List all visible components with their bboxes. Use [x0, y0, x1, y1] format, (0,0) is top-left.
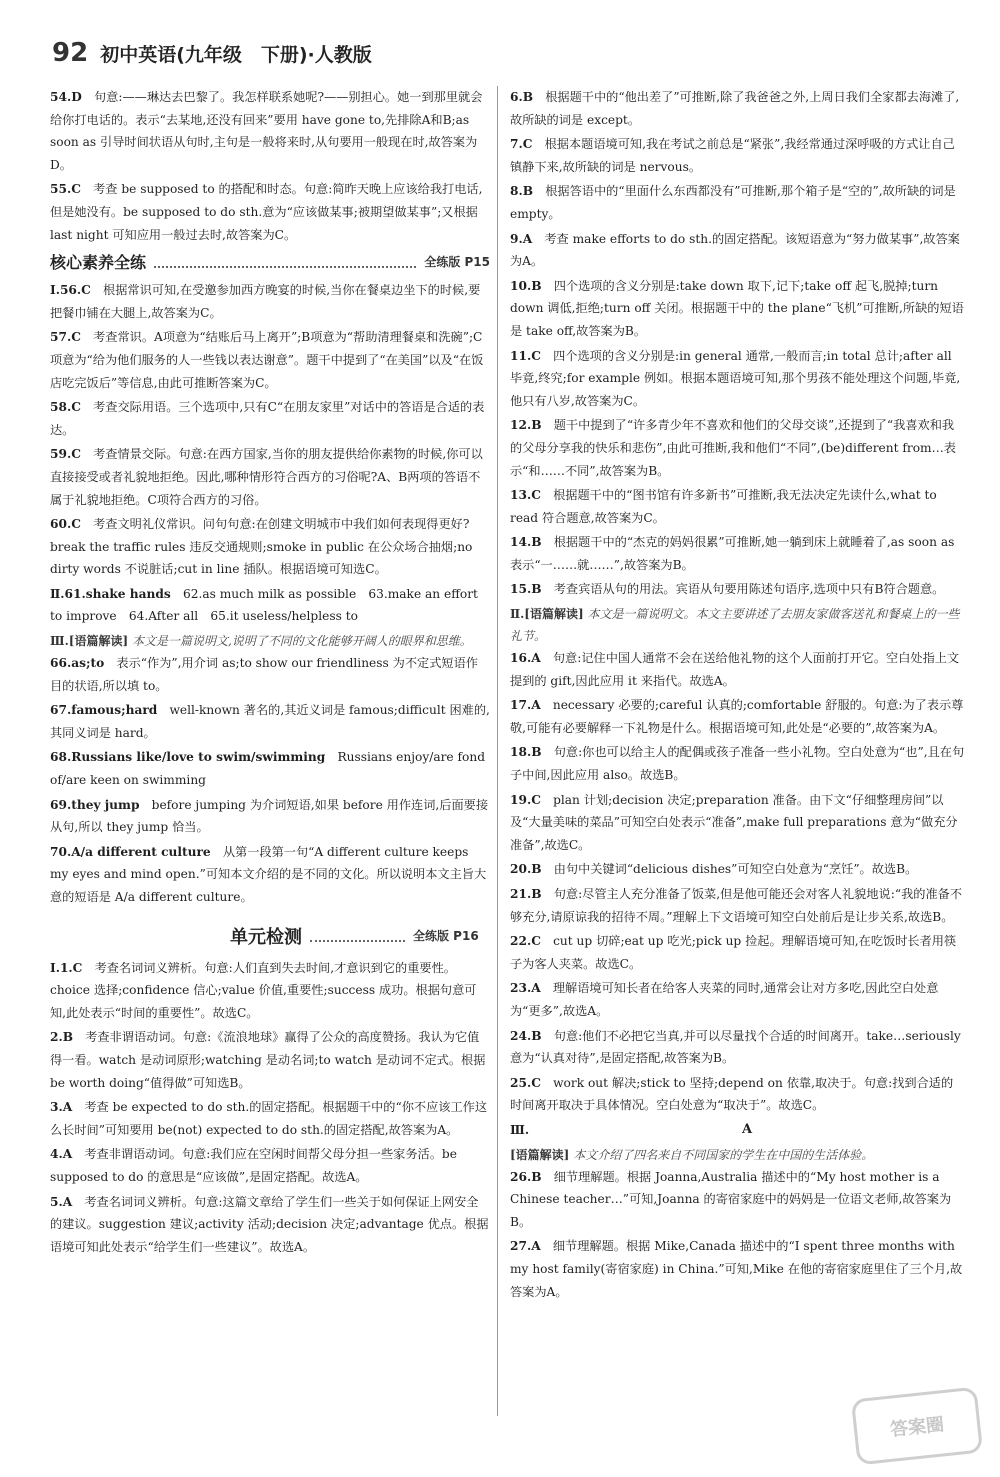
answer-number: 27.A	[510, 1239, 541, 1254]
answer-entry	[50, 443, 490, 511]
answer-entry	[510, 578, 965, 601]
section-title: 核心素养全练	[50, 253, 147, 273]
answer-number: 21.B	[510, 887, 542, 901]
answer-number: 7.C	[510, 137, 533, 152]
passage-gloss	[510, 603, 965, 647]
answer-entry	[510, 1166, 965, 1234]
section-title: 单元检测	[230, 926, 302, 948]
answer-entry	[50, 583, 490, 628]
gloss-tag: [语篇解读]	[510, 1147, 570, 1162]
answer-number: 26.B	[510, 1169, 542, 1184]
answer-number: Ⅱ.61.shake hands	[50, 586, 171, 601]
answer-number: 19.C	[510, 792, 541, 807]
answer-entry	[510, 647, 965, 692]
answer-explanation: 考查文明礼仪常识。问句句意:在创建文明城市中我们如何表现得更好?break the traffic rules 违反交通规则;smoke in public 在公众场合抽烟;no dirty words 不说脏话;cut in line 插队。根据语境可知选C。	[50, 517, 473, 577]
answer-entry	[510, 484, 965, 529]
answer-explanation: 考查 be supposed to 的搭配和时态。句意:简昨天晚上应该给我打电话,但是她没有。be supposed to do sth.意为“应该做某事;被期望做某事”;又根据 last night 可知应用一般过去时,故答案为C。	[50, 182, 483, 242]
answer-number: 9.A	[510, 231, 533, 246]
answer-number: 2.B	[50, 1030, 74, 1045]
answer-explanation: 表示“作为”,用介词 as;to show our friendliness 为不定式短语作目的状语,所以填 to。	[50, 656, 478, 693]
answer-number: 20.B	[510, 862, 542, 877]
part-label: Ⅲ.	[510, 1122, 530, 1137]
answer-explanation: plan 计划;decision 决定;preparation 准备。由下文“仔细整理房间”以及“大量美味的菜品”可知空白处表示“准备”,make full preparations 意为“做充分准备”,故选C。	[510, 792, 958, 852]
part-heading	[510, 1119, 965, 1142]
answer-explanation: 句意:——琳达去巴黎了。我怎样联系她呢?——别担心。她一到那里就会给你打电话的。表示“去某地,还没有回来”要用 have gone to,先排除A和B;as soon as 引导时间状语从句时,主句是一般将来时,从句要用一般现在时,故答案为D。	[50, 90, 483, 172]
answer-explanation: 四个选项的含义分别是:in general 通常,一般而言;in total 总计;after all 毕竟,终究;for example 例如。根据本题语境可知,那个男孩不能处理这个问题,毕竟,他只有八岁,故答案为C。	[510, 348, 961, 408]
answer-explanation: 考查名词词义辨析。句意:这篇文章给了学生们一些关于如何保证上网安全的建议。suggestion 建议;activity 活动;decision 决定;advantage 优点。根据语境可知此处表示“给学生们一些建议”。故选A。	[50, 1194, 489, 1254]
answer-number: 70.A/a different culture	[50, 844, 211, 859]
answer-number: 14.B	[510, 535, 542, 550]
answer-number: 60.C	[50, 517, 81, 532]
answer-entry	[50, 396, 490, 441]
answer-explanation: 句意:记住中国人通常不会在送给他礼物的这个人面前打开它。空白处指上文提到的 gift,因此应用 it 来指代。故选A。	[510, 651, 960, 688]
answer-explanation: 根据题干中的“杰克的妈妈很累”可推断,她一躺到床上就睡着了,as soon as 表示“一……就……”,故答案为B。	[510, 535, 955, 572]
part-letter: A	[742, 1121, 753, 1137]
answer-number: 12.B	[510, 418, 542, 433]
answer-number: 22.C	[510, 934, 541, 949]
answer-number: 6.B	[510, 90, 534, 104]
watermark-logo: 答案圈	[851, 1387, 983, 1466]
answer-explanation: 考查名词词义辨析。句意:人们直到失去时间,才意识到它的重要性。choice 选择;confidence 信心;value 价值,重要性;success 成功。根据句意可知,此处表示“时间的重要性”。故选C。	[50, 960, 477, 1020]
answer-entry	[50, 699, 490, 744]
answer-explanation: before jumping 为介词短语,如果 before 用作连词,后面要接从句,所以 they jump 恰当。	[50, 797, 489, 835]
answer-number: 23.A	[510, 981, 541, 996]
dotted-leader	[310, 930, 405, 942]
passage-gloss	[510, 1144, 965, 1166]
left-column	[50, 86, 490, 1260]
answer-entry	[50, 794, 490, 839]
section-ref: 全练版 P15	[424, 255, 490, 270]
answer-number: 69.they jump	[50, 797, 140, 812]
dotted-leader	[154, 256, 416, 268]
answer-entry	[510, 789, 965, 857]
answer-entry	[50, 178, 490, 246]
answer-entry	[50, 746, 490, 791]
answer-explanation: 根据答语中的“里面什么东西都没有”可推断,那个箱子是“空的”,故所缺的词是 empty。	[510, 184, 956, 221]
answer-number: 57.C	[50, 330, 81, 345]
answer-entry	[510, 275, 965, 343]
answer-entry	[510, 1235, 965, 1303]
answer-entry	[50, 513, 490, 581]
answer-explanation: cut up 切碎;eat up 吃光;pick up 捡起。理解语境可知,在吃饭时长者用筷子为客人夹菜。故选C。	[510, 934, 957, 971]
answer-entry	[510, 694, 965, 739]
answer-explanation: 考查非谓语动词。句意:《流浪地球》赢得了公众的高度赞扬。我认为它值得一看。watch 是动词原形;watching 是动名词;to watch 是动词不定式。根据 be worth doing“值得做”可知选B。	[50, 1030, 486, 1090]
answer-explanation: 根据本题语境可知,我在考试之前总是“紧张”,我经常通过深呼吸的方式让自己镇静下来,故所缺的词是 nervous。	[510, 137, 955, 174]
answer-entry	[510, 858, 965, 881]
answer-entry	[510, 228, 965, 273]
answer-entry	[510, 531, 965, 576]
answer-explanation: 从第一段第一句“A different culture keeps my eyes and mind open.”可知本文介绍的是不同的文化。所以说明本文主旨大意的短语是 A/a different culture。	[50, 844, 487, 904]
answer-explanation: work out 解决;stick to 坚持;depend on 依靠,取决于。句意:找到合适的时间离开取决于具体情况。空白处意为“取决于”。故选C。	[510, 1075, 954, 1113]
answer-entry	[510, 977, 965, 1022]
answer-entry	[510, 180, 965, 225]
answer-explanation: Russians enjoy/are fond of/are keen on swimming	[50, 750, 485, 788]
answer-entry	[510, 741, 965, 786]
answer-explanation: 考查宾语从句的用法。宾语从句要用陈述句语序,选项中只有B符合题意。	[553, 582, 945, 597]
answer-explanation: 考查 make efforts to do sth.的固定搭配。该短语意为“努力做某事”,故答案为A。	[510, 231, 960, 269]
answer-entry	[50, 1026, 490, 1094]
answer-entry	[50, 86, 490, 176]
answer-explanation: 理解语境可知长者在给客人夹菜的同时,通常会让对方多吃,因此空白处意为“更多”,故选A。	[510, 981, 939, 1018]
gloss-tag: Ⅲ.[语篇解读]	[50, 634, 129, 649]
answer-explanation: 根据题干中的“图书馆有许多新书”可推断,我无法决定先读什么,what to read 符合题意,故答案为C。	[510, 488, 937, 525]
answer-entry	[510, 930, 965, 975]
answer-number: 67.famous;hard	[50, 703, 158, 718]
answer-number: 4.A	[50, 1147, 73, 1162]
answer-explanation: 62.as much milk as possible 63.make an effort to improve 64.After all 65.it useless/helpless to	[50, 586, 478, 624]
answer-number: 24.B	[510, 1028, 542, 1043]
answer-number: 8.B	[510, 184, 534, 199]
answer-explanation: 考查交际用语。三个选项中,只有C“在朋友家里”对话中的答语是合适的表达。	[50, 400, 485, 437]
answer-number: 59.C	[50, 447, 81, 462]
section-heading-core	[50, 250, 490, 273]
answer-number: 5.A	[50, 1194, 73, 1209]
answer-number: 17.A	[510, 698, 541, 713]
answer-explanation: 句意:尽管主人充分准备了饭菜,但是他可能还会对客人礼貌地说:“我的准备不够充分,请原谅我的招待不周。”理解上下文语境可知空白处前后是让步关系,故选B。	[510, 887, 963, 924]
answer-explanation: 句意:他们不必把它当真,并可以尽量找个合适的时间离开。take…seriously 意为“认真对待”,是固定搭配,故答案为B。	[510, 1028, 961, 1066]
gloss-note: 本文是一篇说明文。本文主要讲述了去朋友家做客送礼和餐桌上的一些礼节。	[510, 607, 960, 644]
passage-gloss	[50, 630, 490, 652]
answer-number: Ⅰ.56.C	[50, 283, 91, 298]
answer-entry	[510, 345, 965, 413]
answer-entry	[50, 279, 490, 324]
answer-explanation: 题干中提到了“许多青少年不喜欢和他们的父母交谈”,还提到了“我喜欢和我的父母分享我的快乐和悲伤”,由此可推断,我和他们“不同”,(be)different from…表示“和……不同”,故答案为B。	[510, 418, 956, 478]
answer-number: Ⅰ.1.C	[50, 960, 83, 975]
book-title: 初中英语(九年级 下册)·人教版	[100, 44, 372, 66]
answer-explanation: 考查情景交际。句意:在西方国家,当你的朋友提供给你素物的时候,你可以直接接受或者礼貌地拒绝。因此,哪种情形符合西方的习俗呢?A、B两项的答语不属于礼貌地拒绝。C项符合西方的习俗。	[50, 447, 483, 507]
answer-entry	[50, 1096, 490, 1141]
column-divider	[497, 86, 498, 1416]
gloss-tag: Ⅱ.[语篇解读]	[510, 607, 584, 622]
answer-entry	[50, 1191, 490, 1259]
answer-explanation: 根据常识可知,在受邀参加西方晚宴的时候,当你在餐桌边坐下的时候,要把餐巾铺在大腿上,故答案为C。	[50, 283, 481, 320]
answer-number: 58.C	[50, 400, 81, 415]
page-number: 92	[52, 38, 89, 68]
right-column	[510, 86, 965, 1305]
answer-number: 54.D	[50, 90, 82, 104]
answer-explanation: 细节理解题。根据 Mike,Canada 描述中的“I spent three months with my host family(寄宿家庭) in China.”可知,Mike 在他的寄宿家庭里住了三个月,故答案为A。	[510, 1239, 963, 1299]
answer-explanation: 考查非谓语动词。句意:我们应在空闲时间帮父母分担一些家务活。be supposed to do 的意思是“应该做”,是固定搭配。故选A。	[50, 1147, 457, 1184]
answer-entry	[50, 652, 490, 697]
answer-entry	[510, 414, 965, 482]
answer-explanation: necessary 必要的;careful 认真的;comfortable 舒服的。句意:为了表示尊敬,可能有必要解释一下礼物是什么。根据语境可知,此处是“必要的”,故答案为A。	[510, 698, 964, 735]
answer-explanation: 四个选项的含义分别是:take down 取下,记下;take off 起飞,脱掉;turn down 调低,拒绝;turn off 关闭。根据题干中的 the plane“飞机”可推断,所缺的短语是 take off,故答案为B。	[510, 278, 964, 338]
answer-number: 10.B	[510, 278, 542, 293]
answer-entry	[50, 1143, 490, 1188]
answer-entry	[50, 326, 490, 394]
answer-explanation: 句意:你也可以给主人的配偶或孩子准备一些小礼物。空白处意为“也”,且在句子中间,因此应用 also。故选B。	[510, 745, 965, 783]
answer-entry	[510, 86, 965, 131]
answer-entry	[510, 1025, 965, 1070]
answer-number: 55.C	[50, 182, 81, 197]
page-header	[52, 38, 372, 68]
answer-explanation: 由句中关键词“delicious dishes”可知空白处意为“烹饪”。故选B。	[553, 862, 918, 877]
answer-explanation: 细节理解题。根据 Joanna,Australia 描述中的“My host mother is a Chinese teacher…”可知,Joanna 的寄宿家庭中的妈妈是一位语文老师,故答案为B。	[510, 1169, 952, 1229]
answer-entry	[510, 1072, 965, 1117]
answer-entry	[510, 133, 965, 178]
gloss-note: 本文介绍了四名来自不同国家的学生在中国的生活体验。	[573, 1147, 874, 1162]
answer-number: 15.B	[510, 582, 542, 597]
answer-explanation: well-known 著名的,其近义词是 famous;difficult 困难的,其同义词是 hard。	[50, 703, 490, 740]
answer-entry	[50, 841, 490, 909]
answer-entry	[50, 957, 490, 1025]
section-heading-unit-test	[50, 923, 490, 949]
answer-number: 11.C	[510, 348, 541, 363]
answer-explanation: 考查 be expected to do sth.的固定搭配。根据题干中的“你不应该工作这么长时间”可知要用 be(not) expected to do sth.的固定搭配,故答案为A。	[50, 1100, 488, 1137]
answer-number: 25.C	[510, 1075, 541, 1090]
answer-entry	[510, 883, 965, 928]
answer-number: 66.as;to	[50, 656, 105, 671]
answer-number: 68.Russians like/love to swim/swimming	[50, 750, 326, 765]
answer-number: 18.B	[510, 745, 542, 760]
answer-explanation: 考查常识。A项意为“结账后马上离开”;B项意为“帮助清理餐桌和洗碗”;C项意为“给为他们服务的人一些钱以表达谢意”。题干中提到了“在美国”以及“在饭店吃完饭后”等信息,由此可推断答案为C。	[50, 330, 484, 390]
answer-number: 3.A	[50, 1100, 73, 1115]
gloss-note: 本文是一篇说明文,说明了不同的文化能够开阔人的眼界和思维。	[131, 634, 472, 649]
section-ref: 全练版 P16	[413, 929, 479, 944]
answer-number: 16.A	[510, 651, 541, 666]
answer-number: 13.C	[510, 488, 541, 503]
answer-explanation: 根据题干中的“他出差了”可推断,除了我爸爸之外,上周日我们全家都去海滩了,故所缺的词是 except。	[510, 90, 960, 127]
